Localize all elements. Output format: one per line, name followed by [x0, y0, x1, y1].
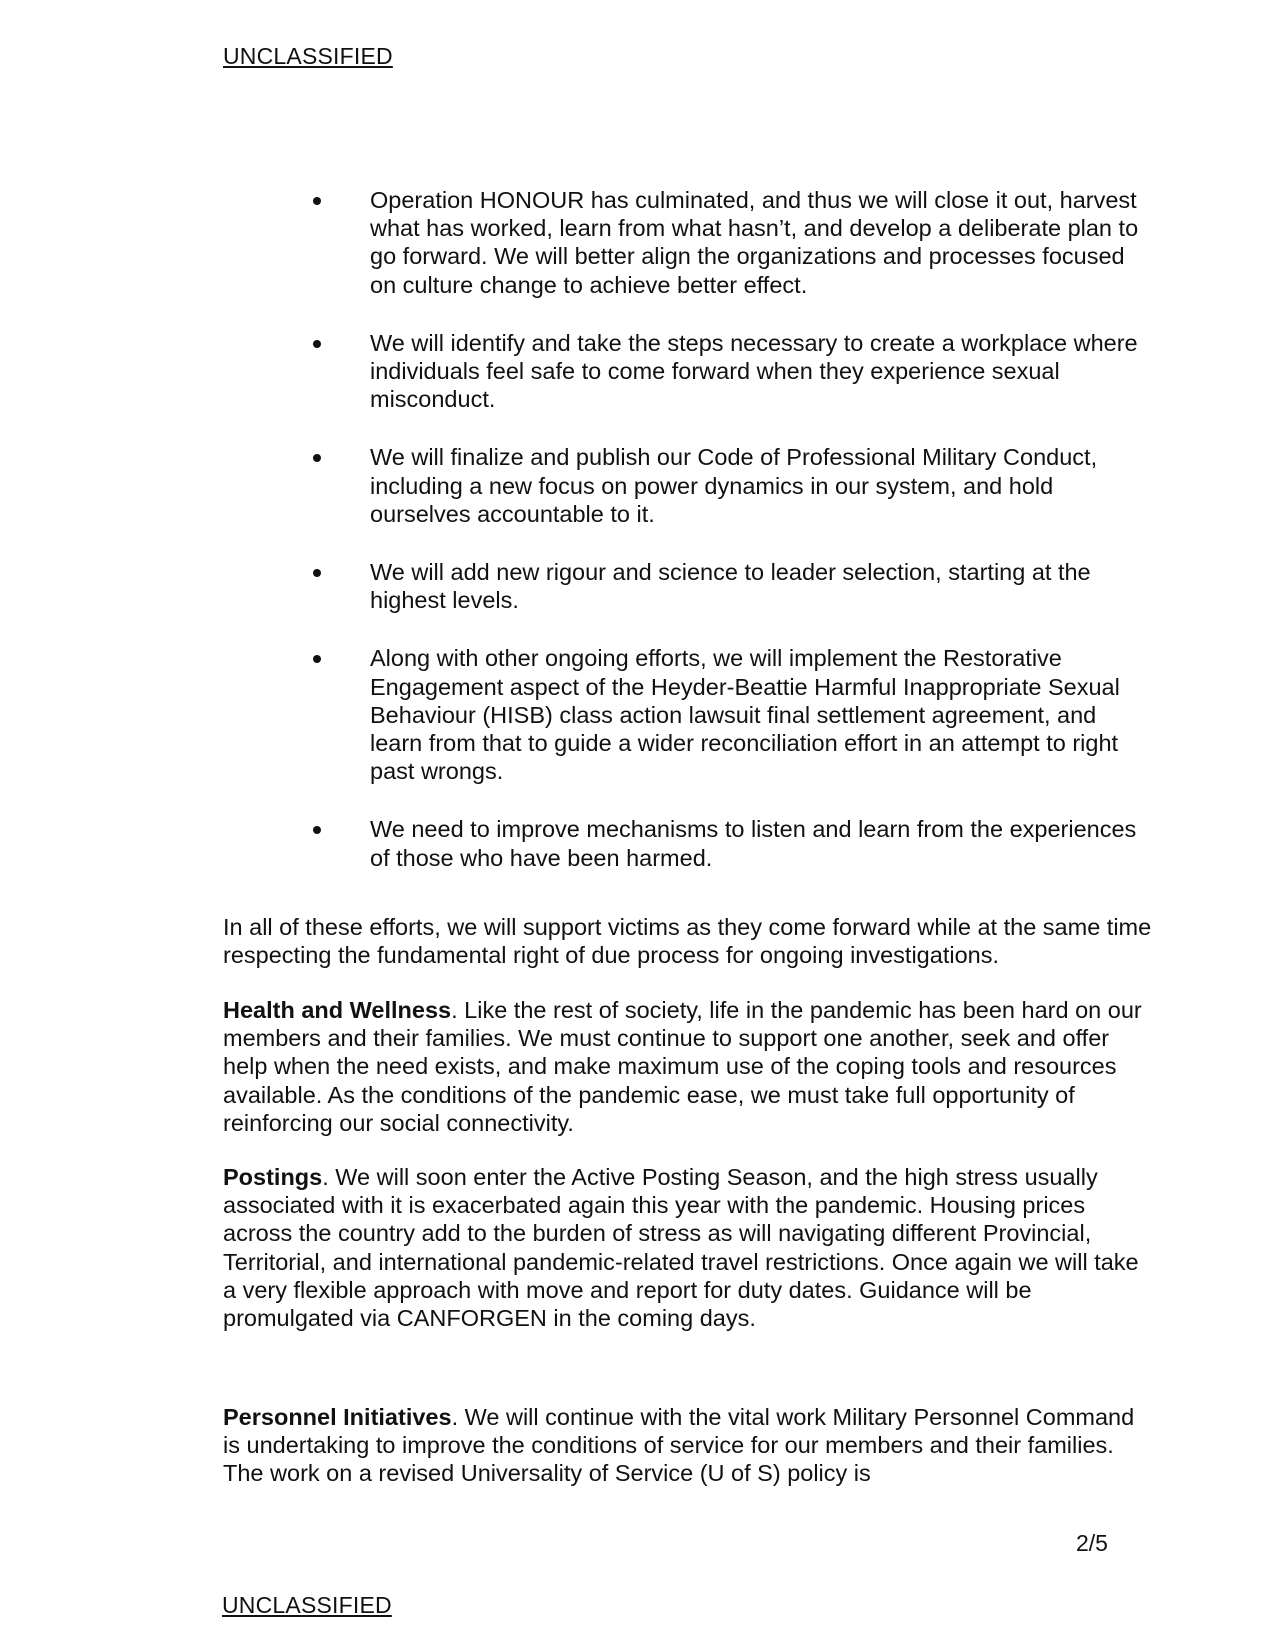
bullet-icon — [313, 197, 321, 205]
list-item-text: We will finalize and publish our Code of Professional Military Conduct, including a new focus on power dynamics in our system, and hold ourselves accountable to it. — [370, 444, 1098, 527]
health-wellness-text: . Like the rest of society, life in the pandemic has been hard on our members and their families. We must continue to support one another, seek and offer help when the need exists, and make maximum use of the coping tools and resources available. As the conditions of the pandemic ease, we must take full opportunity of reinforcing our social connectivity. — [223, 997, 1142, 1136]
list-item — [313, 443, 1153, 528]
list-item-text: Operation HONOUR has culminated, and thus we will close it out, harvest what has worked, learn from what hasn’t, and develop a deliberate plan to go forward. We will better align the organizations and processes focused on culture change to achieve better effect. — [370, 187, 1139, 298]
personnel-initiatives-text: . We will continue with the vital work Military Personnel Command is undertaking to improve the conditions of service for our members and their families. The work on a revised Universality of Service (U of S) policy is — [223, 1404, 1135, 1487]
list-item-text: We will identify and take the steps necessary to create a workplace where individuals feel safe to come forward when they experience sexual misconduct. — [370, 329, 1138, 413]
postings-heading: Postings — [223, 1164, 323, 1190]
list-item — [313, 558, 1153, 614]
list-item — [313, 329, 1153, 414]
health-wellness-heading: Health and Wellness — [223, 997, 452, 1023]
bullet-icon — [313, 569, 321, 577]
classification-footer: UNCLASSIFIED — [222, 1592, 392, 1618]
list-item-text: We will add new rigour and science to leader selection, starting at the highest levels. — [370, 559, 1091, 614]
list-item — [313, 186, 1153, 299]
classification-header: UNCLASSIFIED — [223, 43, 393, 69]
bullet-icon — [313, 655, 321, 663]
postings-text: . We will soon enter the Active Posting Season, and the high stress usually associated with it is exacerbated again this year with the pandemic. Housing prices across the country add to the burden of stress as will navigating different Provincial, Territorial, and international pandemic-related travel restrictions. Once again we will take a very flexible approach with move and report for duty dates. Guidance will be promulgated via CANFORGEN in the coming days. — [223, 1164, 1139, 1332]
list-item-text: Along with other ongoing efforts, we will implement the Restorative Engagement aspect of the Heyder-Beattie Harmful Inappropriate Sexual Behaviour (HISB) class action lawsuit final settlement agreement, and learn from that to guide a wider reconciliation effort in an attempt to right past wrongs. — [370, 645, 1120, 785]
list-item — [313, 815, 1153, 871]
bullet-icon — [313, 454, 321, 462]
personnel-initiatives-paragraph — [223, 1403, 1153, 1488]
commitments-list — [313, 186, 1153, 902]
postings-paragraph — [223, 1163, 1153, 1332]
bullet-icon — [313, 826, 321, 834]
health-wellness-paragraph — [223, 996, 1153, 1137]
page-number: 2/5 — [1076, 1530, 1108, 1556]
bullet-icon — [313, 340, 321, 348]
personnel-initiatives-heading: Personnel Initiatives — [223, 1404, 452, 1430]
list-item-text: We need to improve mechanisms to listen and learn from the experiences of those who have been harmed. — [370, 816, 1137, 871]
list-item — [313, 644, 1153, 785]
efforts-paragraph: In all of these efforts, we will support victims as they come forward while at the same time respecting the fundamental right of due process for ongoing investigations. — [223, 914, 1152, 969]
